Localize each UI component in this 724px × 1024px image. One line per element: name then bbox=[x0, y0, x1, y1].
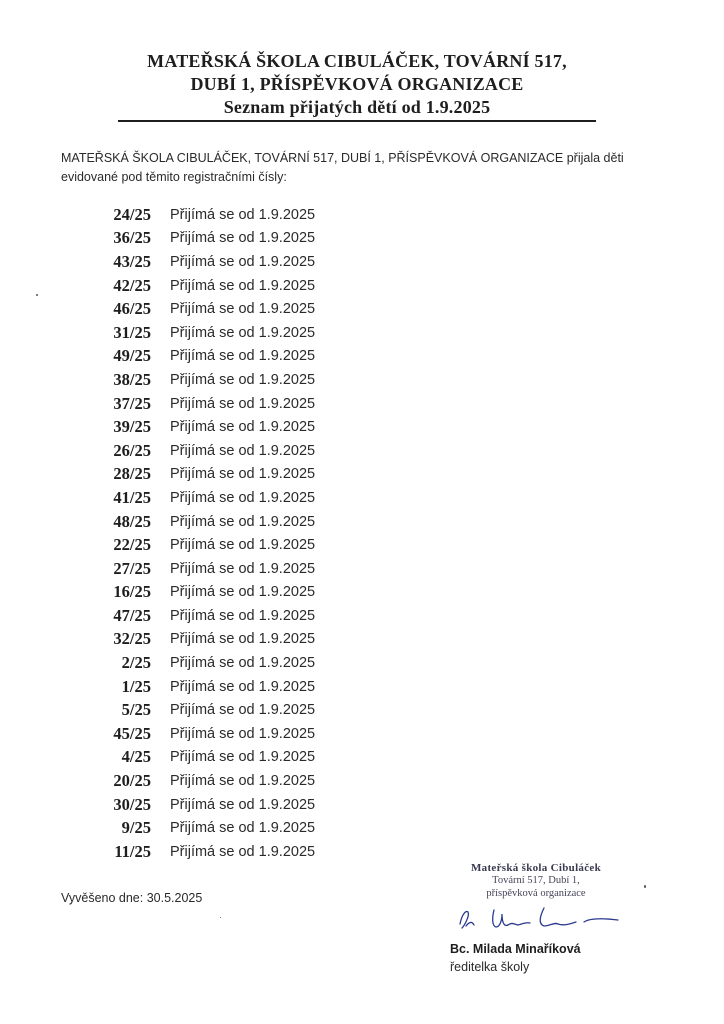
registration-number: 30/25 bbox=[113, 794, 151, 814]
signatory bbox=[450, 942, 581, 974]
admission-status: Přijímá se od 1.9.2025 bbox=[170, 230, 316, 247]
registration-number: 39/25 bbox=[113, 417, 151, 437]
admission-status: Přijímá se od 1.9.2025 bbox=[170, 655, 316, 672]
admission-status: Přijímá se od 1.9.2025 bbox=[170, 253, 316, 270]
registration-number: 36/25 bbox=[113, 228, 151, 248]
admission-status: Přijímá se od 1.9.2025 bbox=[170, 725, 316, 742]
registration-number: 49/25 bbox=[113, 346, 151, 366]
registration-number: 41/25 bbox=[113, 487, 151, 507]
list-item bbox=[95, 769, 315, 793]
registration-number: 45/25 bbox=[113, 723, 151, 743]
registration-list bbox=[95, 203, 315, 864]
admission-status: Přijímá se od 1.9.2025 bbox=[170, 489, 316, 506]
registration-number: 26/25 bbox=[113, 440, 151, 460]
admission-status: Přijímá se od 1.9.2025 bbox=[170, 442, 316, 459]
admission-status: Přijímá se od 1.9.2025 bbox=[170, 702, 316, 719]
admission-status: Přijímá se od 1.9.2025 bbox=[170, 513, 316, 530]
signer-name: Bc. Milada Minaříková bbox=[450, 942, 581, 956]
list-item bbox=[95, 628, 315, 652]
list-item bbox=[95, 533, 315, 557]
school-stamp bbox=[436, 862, 636, 900]
registration-number: 27/25 bbox=[113, 558, 151, 578]
list-item bbox=[95, 604, 315, 628]
registration-number: 32/25 bbox=[113, 629, 151, 649]
admission-status: Přijímá se od 1.9.2025 bbox=[170, 796, 316, 813]
list-item bbox=[95, 345, 315, 369]
list-item bbox=[95, 227, 315, 251]
registration-number: 48/25 bbox=[113, 511, 151, 531]
stamp-address: Tovární 517, Dubí 1, bbox=[492, 875, 580, 886]
registration-number: 31/25 bbox=[113, 322, 151, 342]
registration-number: 46/25 bbox=[113, 299, 151, 319]
header-school-name: MATEŘSKÁ ŠKOLA CIBULÁČEK, TOVÁRNÍ 517, bbox=[147, 51, 567, 71]
admission-status: Přijímá se od 1.9.2025 bbox=[170, 631, 316, 648]
intro-paragraph bbox=[61, 149, 661, 187]
admission-status: Přijímá se od 1.9.2025 bbox=[170, 277, 316, 294]
scan-speck-1 bbox=[36, 294, 38, 296]
list-item bbox=[95, 651, 315, 675]
list-item bbox=[95, 510, 315, 534]
document-header bbox=[118, 50, 596, 119]
registration-number: 24/25 bbox=[113, 204, 151, 224]
admission-status: Přijímá se od 1.9.2025 bbox=[170, 206, 316, 223]
list-item bbox=[95, 581, 315, 605]
registration-number: 20/25 bbox=[113, 771, 151, 791]
registration-number: 9/25 bbox=[121, 818, 151, 838]
header-list-title: Seznam přijatých dětí od 1.9.2025 bbox=[223, 97, 491, 117]
admission-status: Přijímá se od 1.9.2025 bbox=[170, 537, 316, 554]
registration-number: 28/25 bbox=[113, 464, 151, 484]
header-divider bbox=[118, 120, 596, 122]
stamp-organization-type: příspěvková organizace bbox=[486, 888, 586, 899]
intro-line-2: evidované pod těmito registračními čísly: bbox=[61, 170, 287, 184]
list-item bbox=[95, 698, 315, 722]
admission-status: Přijímá se od 1.9.2025 bbox=[170, 301, 316, 318]
list-item bbox=[95, 415, 315, 439]
list-item bbox=[95, 439, 315, 463]
stamp-school-name: Mateřská škola Cibuláček bbox=[470, 862, 602, 874]
registration-number: 4/25 bbox=[121, 747, 151, 767]
list-item bbox=[95, 722, 315, 746]
admission-status: Přijímá se od 1.9.2025 bbox=[170, 607, 316, 624]
header-organization: DUBÍ 1, PŘÍSPĚVKOVÁ ORGANIZACE bbox=[190, 74, 524, 94]
list-item bbox=[95, 486, 315, 510]
list-item bbox=[95, 274, 315, 298]
admission-status: Přijímá se od 1.9.2025 bbox=[170, 678, 316, 695]
signer-role: ředitelka školy bbox=[450, 960, 530, 974]
list-item bbox=[95, 840, 315, 864]
admission-status: Přijímá se od 1.9.2025 bbox=[170, 419, 316, 436]
registration-number: 42/25 bbox=[113, 275, 151, 295]
admission-status: Přijímá se od 1.9.2025 bbox=[170, 749, 316, 766]
admission-status: Přijímá se od 1.9.2025 bbox=[170, 773, 316, 790]
list-item bbox=[95, 557, 315, 581]
list-item bbox=[95, 816, 315, 840]
registration-number: 38/25 bbox=[113, 369, 151, 389]
registration-number: 11/25 bbox=[114, 841, 151, 861]
admission-status: Přijímá se od 1.9.2025 bbox=[170, 348, 316, 365]
scan-speck-2 bbox=[644, 885, 646, 888]
registration-number: 37/25 bbox=[113, 393, 151, 413]
list-item bbox=[95, 746, 315, 770]
admission-status: Přijímá se od 1.9.2025 bbox=[170, 395, 316, 412]
list-item bbox=[95, 463, 315, 487]
admission-status: Přijímá se od 1.9.2025 bbox=[170, 843, 316, 860]
registration-number: 2/25 bbox=[121, 653, 151, 673]
list-item bbox=[95, 368, 315, 392]
admission-status: Přijímá se od 1.9.2025 bbox=[170, 324, 316, 341]
list-item bbox=[95, 321, 315, 345]
registration-number: 22/25 bbox=[113, 535, 151, 555]
scan-speck-3 bbox=[220, 917, 221, 918]
registration-number: 47/25 bbox=[113, 605, 151, 625]
list-item bbox=[95, 392, 315, 416]
admission-status: Přijímá se od 1.9.2025 bbox=[170, 820, 316, 837]
registration-number: 1/25 bbox=[121, 676, 151, 696]
registration-number: 16/25 bbox=[113, 582, 151, 602]
admission-status: Přijímá se od 1.9.2025 bbox=[170, 584, 316, 601]
intro-line-1: MATEŘSKÁ ŠKOLA CIBULÁČEK, TOVÁRNÍ 517, DUBÍ 1, PŘÍSPĚVKOVÁ ORGANIZACE přijala děti bbox=[61, 151, 624, 165]
admission-status: Přijímá se od 1.9.2025 bbox=[170, 371, 316, 388]
admission-status: Přijímá se od 1.9.2025 bbox=[170, 466, 316, 483]
list-item bbox=[95, 203, 315, 227]
posted-date: Vyvěšeno dne: 30.5.2025 bbox=[61, 891, 203, 905]
registration-number: 5/25 bbox=[121, 700, 151, 720]
list-item bbox=[95, 250, 315, 274]
handwritten-signature-icon bbox=[452, 900, 627, 936]
registration-number: 43/25 bbox=[113, 251, 151, 271]
admission-status: Přijímá se od 1.9.2025 bbox=[170, 560, 316, 577]
list-item bbox=[95, 793, 315, 817]
list-item bbox=[95, 297, 315, 321]
list-item bbox=[95, 675, 315, 699]
